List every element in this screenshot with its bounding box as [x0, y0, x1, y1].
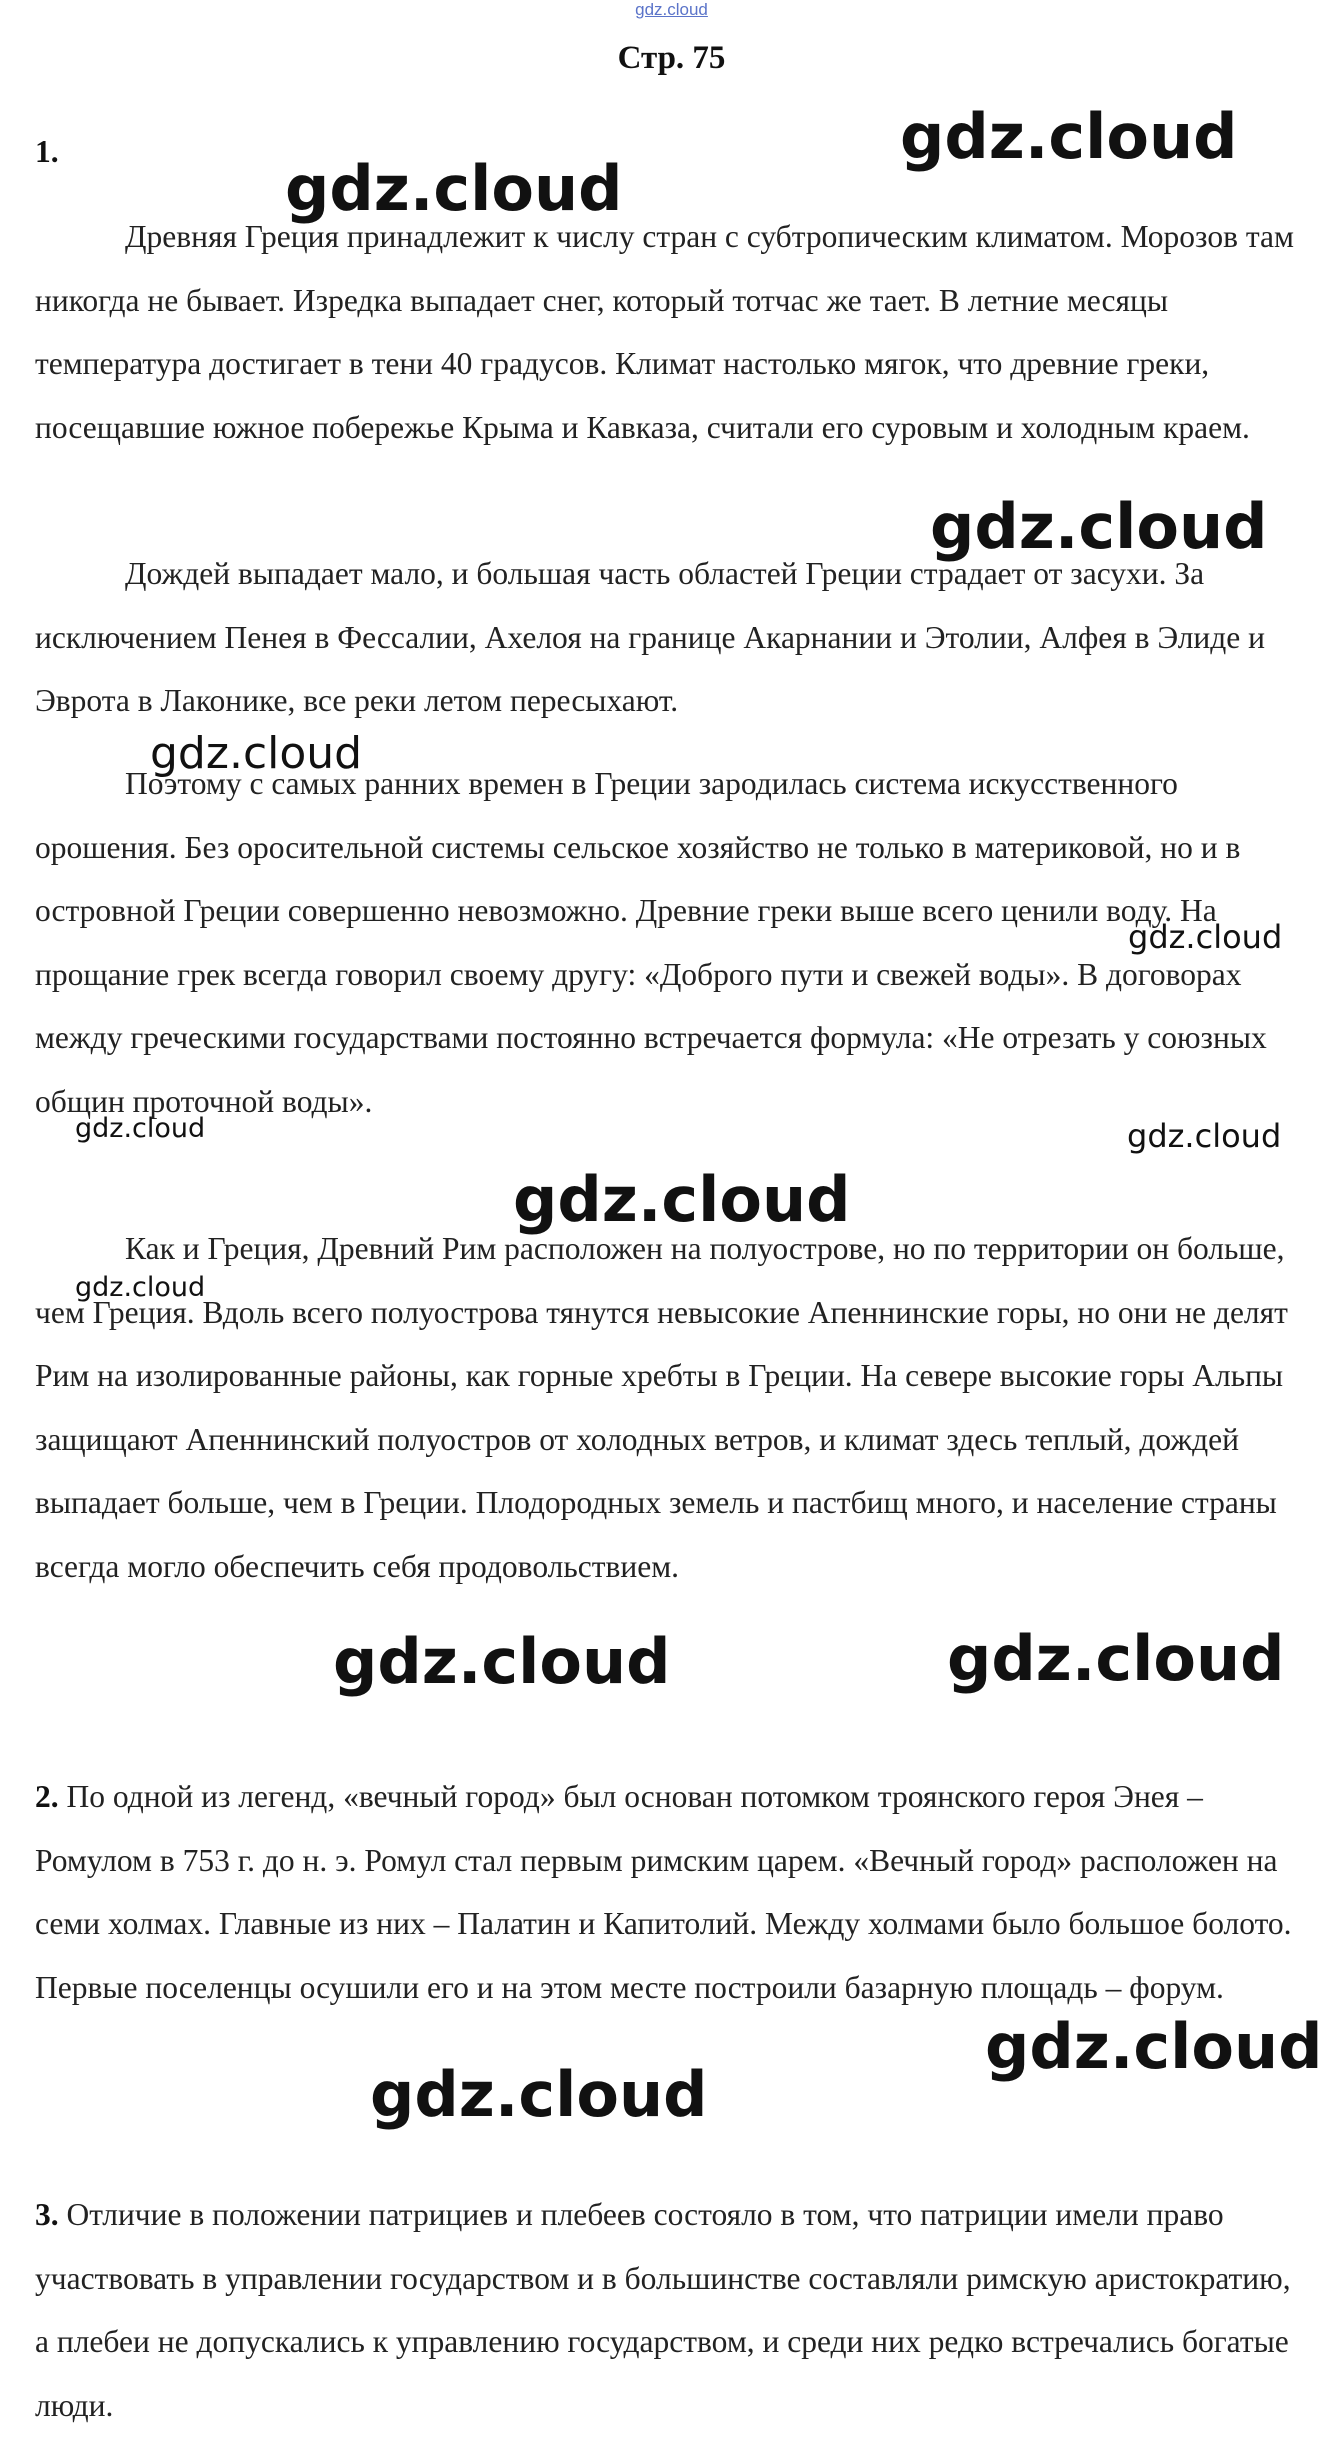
section-2-paragraph: [35, 1765, 1305, 2019]
section-3-text: Отличие в положении патрициев и плебеев состояло в том, что патриции имели право участвовать в управлении государством и в большинстве составляли римскую аристократию, а плебеи не допускались к управлению государством, и среди них редко встречались богатые люди.: [35, 2197, 1291, 2423]
watermark: gdz.cloud: [75, 1113, 206, 1144]
section-1-paragraph-3: Поэтому с самых ранних времен в Греции зародилась система искусственного орошения. Без оросительной системы сельское хозяйство не только в материковой, но и в островной Греции совершенно невозможно. Древние греки выше всего ценили воду. На прощание грек всегда говорил своему другу: «Доброго пути и свежей воды». В договорах между греческими государствами постоянно встречается формула: «Не отрезать у союзных общин проточной воды».: [35, 766, 1267, 1119]
section-3-number: 3.: [35, 2197, 59, 2232]
watermark: gdz.cloud: [1127, 1117, 1282, 1155]
section-2-number: 2.: [35, 1779, 59, 1814]
watermark: gdz.cloud: [150, 728, 363, 779]
section-1-paragraph-1: Древняя Греция принадлежит к числу стран с субтропическим климатом. Морозов там никогда не бывает. Изредка выпадает снег, который тотчас же тает. В летние месяцы температура достигает в тени 40 градусов. Климат настолько мягок, что древние греки, посещавшие южное побережье Крыма и Кавказа, считали его суровым и холодным краем.: [35, 219, 1294, 445]
watermark: gdz.cloud: [285, 152, 623, 225]
watermark: gdz.cloud: [930, 490, 1268, 563]
watermark: gdz.cloud: [333, 1625, 671, 1698]
top-watermark-link[interactable]: gdz.cloud: [635, 0, 708, 19]
section-1-paragraph-4: Как и Греция, Древний Рим расположен на полуострове, но по территории он больше, чем Греция. Вдоль всего полуострова тянутся невысокие Апеннинские горы, но они не делят Рим на изолированные районы, как горные хребты в Греции. На севере высокие горы Альпы защищают Апеннинский полуостров от холодных ветров, и климат здесь теплый, дождей выпадает больше, чем в Греции. Плодородных земель и пастбищ много, и население страны всегда могло обеспечить себя продовольствием.: [35, 1231, 1288, 1584]
watermark: gdz.cloud: [513, 1163, 851, 1236]
section-2-text: По одной из легенд, «вечный город» был основан потомком троянского героя Энея – Ромулом в 753 г. до н. э. Ромул стал первым римским царем. «Вечный город» расположен на семи холмах. Главные из них – Палатин и Капитолий. Между холмами было большое болото. Первые поселенцы осушили его и на этом месте построили базарную площадь – форум.: [35, 1779, 1292, 2005]
section-1-number: 1.: [35, 134, 59, 169]
watermark: gdz.cloud: [370, 2058, 708, 2131]
section-3-paragraph: [35, 2183, 1305, 2437]
watermark: gdz.cloud: [1128, 918, 1283, 956]
watermark: gdz.cloud: [947, 1622, 1285, 1695]
watermark: gdz.cloud: [900, 100, 1238, 173]
watermark: gdz.cloud: [985, 2010, 1323, 2083]
page-title: Стр. 75: [617, 40, 726, 76]
section-1-paragraph-2: Дождей выпадает мало, и большая часть областей Греции страдает от засухи. За исключением Пенея в Фессалии, Ахелоя на границе Акарнании и Этолии, Алфея в Элиде и Эврота в Лаконике, все реки летом пересыхают.: [35, 556, 1266, 718]
watermark: gdz.cloud: [75, 1272, 206, 1303]
